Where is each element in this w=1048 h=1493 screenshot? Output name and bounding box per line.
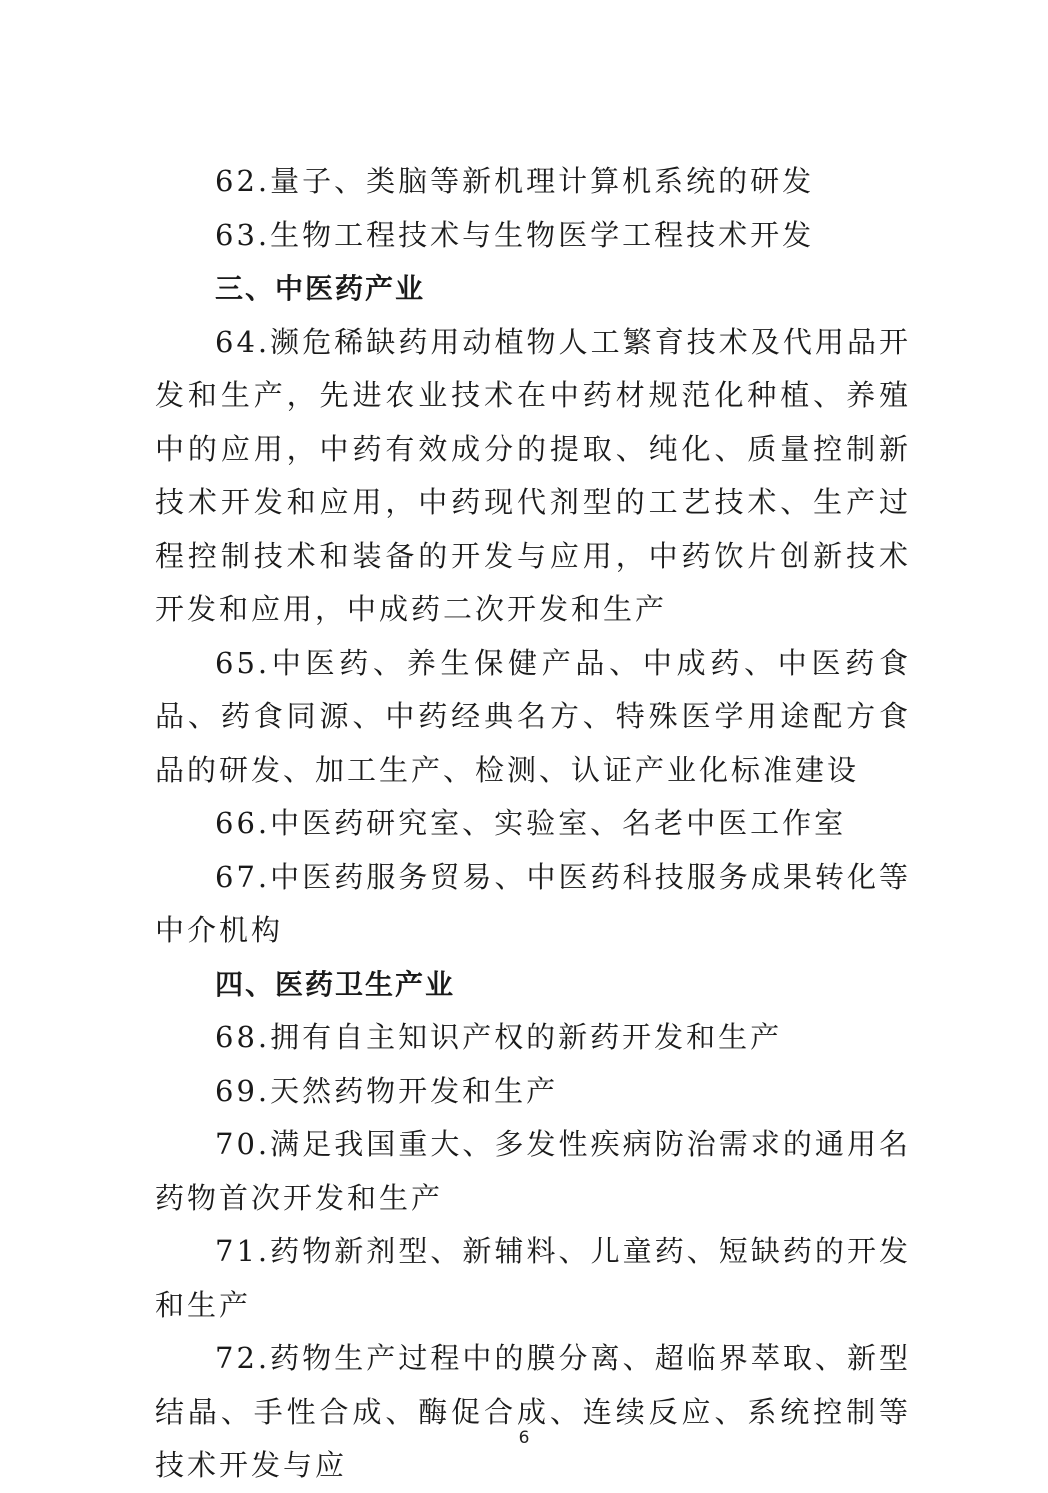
list-item-70: 70.满足我国重大、多发性疾病防治需求的通用名药物首次开发和生产 — [155, 1127, 911, 1215]
list-item-69: 69.天然药物开发和生产 — [215, 1073, 559, 1108]
list-item-64: 64.濒危稀缺药用动植物人工繁育技术及代用品开发和生产，先进农业技术在中药材规范化种植、养殖中的应用，中药有效成分的提取、纯化、质量控制新技术开发和应用，中药现代剂型的工艺技术、生产过程控制技术和装备的开发与应用，中药饮片创新技术开发和应用，中成药二次开发和生产 — [155, 324, 911, 626]
list-item-72: 72.药物生产过程中的膜分离、超临界萃取、新型结晶、手性合成、酶促合成、连续反应、系统控制等技术开发与应 — [155, 1341, 911, 1482]
section-heading-tcm-industry: 三、中医药产业 — [215, 272, 426, 305]
list-item-65: 65.中医药、养生保健产品、中成药、中医药食品、药食同源、中药经典名方、特殊医学用途配方食品的研发、加工生产、检测、认证产业化标准建设 — [155, 645, 911, 787]
list-item-66: 66.中医药研究室、实验室、名老中医工作室 — [215, 806, 847, 840]
list-item-71: 71.药物新剂型、新辅料、儿童药、短缺药的开发和生产 — [155, 1234, 911, 1322]
section-heading-medical-health-industry: 四、医药卫生产业 — [215, 967, 456, 1001]
list-item-62: 62.量子、类脑等新机理计算机系统的研发 — [215, 164, 815, 198]
list-item-68: 68.拥有自主知识产权的新药开发和生产 — [215, 1020, 783, 1054]
page-number: 6 — [518, 1428, 530, 1448]
document-body — [155, 155, 911, 1493]
list-item-67: 67.中医药服务贸易、中医药科技服务成果转化等中介机构 — [155, 859, 911, 947]
list-item-63: 63.生物工程技术与生物医学工程技术开发 — [215, 217, 815, 252]
